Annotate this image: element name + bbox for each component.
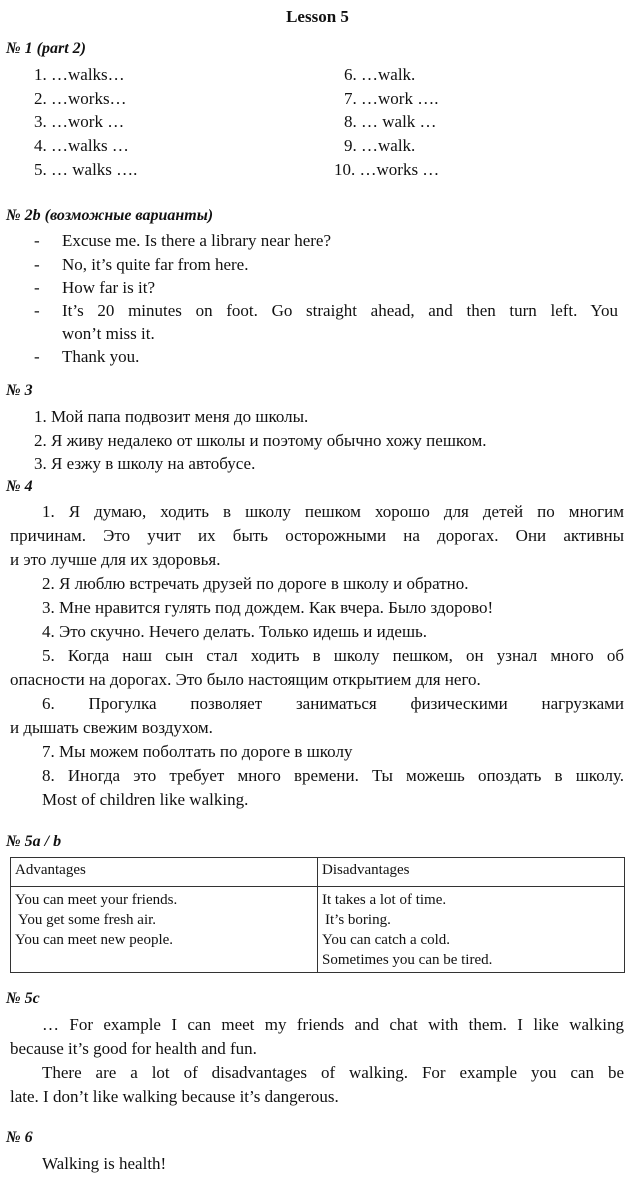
- paragraph-line: причинам. Это учит их быть осторожными на дорогах. Они активны: [10, 526, 624, 545]
- dash-bullet: -: [34, 255, 40, 274]
- ex1-item: 7. …work ….: [344, 89, 439, 108]
- ex1-item: 10. …works …: [334, 160, 440, 179]
- paragraph-line: because it’s good for health and fun.: [10, 1039, 257, 1058]
- paragraph-line: 8. Иногда это требует много времени. Ты можешь опоздать в школу.: [42, 766, 624, 785]
- dash-bullet: -: [34, 301, 40, 320]
- table-row: [11, 887, 625, 973]
- advantage-item: You can meet your friends.: [15, 892, 178, 908]
- dash-bullet: -: [34, 231, 40, 250]
- dialogue-line: Excuse me. Is there a library near here?: [62, 231, 332, 250]
- paragraph-line: … For example I can meet my friends and chat with them. I like walking: [42, 1015, 624, 1034]
- disadvantage-item: It takes a lot of time.: [322, 892, 447, 908]
- ex5ab-heading: № 5a / b: [6, 833, 62, 850]
- paragraph-line: 1. Я думаю, ходить в школу пешком хорошо для детей по многим: [42, 502, 624, 521]
- dialogue-line: No, it’s quite far from here.: [62, 255, 249, 274]
- ex2b-heading: № 2b (возможные варианты): [6, 207, 214, 224]
- translation-line: 1. Мой папа подвозит меня до школы.: [34, 407, 309, 426]
- disadvantage-item: Sometimes you can be tired.: [322, 952, 493, 968]
- ex1-item: 8. … walk …: [344, 112, 437, 131]
- ex1-item: 4. …walks …: [34, 136, 129, 155]
- ex1-item: 3. …work …: [34, 112, 125, 131]
- ex1-item: 5. … walks ….: [34, 160, 138, 179]
- dash-bullet: -: [34, 347, 40, 366]
- ex1-item: 6. …walk.: [344, 65, 416, 84]
- paragraph-line: Most of children like walking.: [42, 790, 249, 809]
- ex1-item: 2. …works…: [34, 89, 127, 108]
- paragraph-line: 6. Прогулка позволяет заниматься физическими нагрузками: [42, 694, 624, 713]
- paragraph-line: 2. Я люблю встречать друзей по дороге в школу и обратно.: [42, 574, 469, 593]
- ex1-item: 9. …walk.: [344, 136, 416, 155]
- paragraph-line: и это лучше для их здоровья.: [10, 550, 221, 569]
- paragraph-line: There are a lot of disadvantages of walking. For example you can be: [42, 1063, 624, 1082]
- paragraph-line: late. I don’t like walking because it’s dangerous.: [10, 1087, 339, 1106]
- ex3-heading: № 3: [6, 382, 33, 399]
- advantages-table: [10, 857, 625, 973]
- ex1-heading: № 1 (part 2): [6, 40, 86, 57]
- table-header-row: [11, 858, 625, 887]
- translation-line: 3. Я езжу в школу на автобусе.: [34, 454, 256, 473]
- dialogue-line: Thank you.: [62, 347, 140, 366]
- page-title: Lesson 5: [286, 7, 349, 26]
- disadvantage-item: It’s boring.: [325, 912, 391, 928]
- dialogue-line: won’t miss it.: [62, 324, 155, 343]
- advantage-item: You can meet new people.: [15, 932, 174, 948]
- translation-line: 2. Я живу недалеко от школы и поэтому обычно хожу пешком.: [34, 431, 487, 450]
- disadvantage-item: You can catch a cold.: [322, 932, 451, 948]
- paragraph-line: Walking is health!: [42, 1154, 167, 1173]
- paragraph-line: 7. Мы можем поболтать по дороге в школу: [42, 742, 353, 761]
- disadvantages-header: Disadvantages: [318, 858, 625, 887]
- advantages-header: Advantages: [11, 858, 318, 887]
- ex4-heading: № 4: [6, 478, 33, 495]
- dialogue-line: It’s 20 minutes on foot. Go straight ahead, and then turn left. You: [62, 301, 618, 320]
- paragraph-line: 5. Когда наш сын стал ходить в школу пешком, он узнал много об: [42, 646, 624, 665]
- dialogue-line: How far is it?: [62, 278, 156, 297]
- ex6-heading: № 6: [6, 1129, 33, 1146]
- disadvantages-cell: [318, 887, 625, 973]
- dash-bullet: -: [34, 278, 40, 297]
- advantage-item: You get some fresh air.: [18, 912, 157, 928]
- advantages-cell: [11, 887, 318, 973]
- paragraph-line: 3. Мне нравится гулять под дождем. Как вчера. Было здорово!: [42, 598, 494, 617]
- paragraph-line: опасности на дорогах. Это было настоящим открытием для него.: [10, 670, 481, 689]
- ex5c-heading: № 5c: [6, 990, 40, 1007]
- paragraph-line: и дышать свежим воздухом.: [10, 718, 213, 737]
- paragraph-line: 4. Это скучно. Нечего делать. Только идешь и идешь.: [42, 622, 428, 641]
- ex1-item: 1. …walks…: [34, 65, 125, 84]
